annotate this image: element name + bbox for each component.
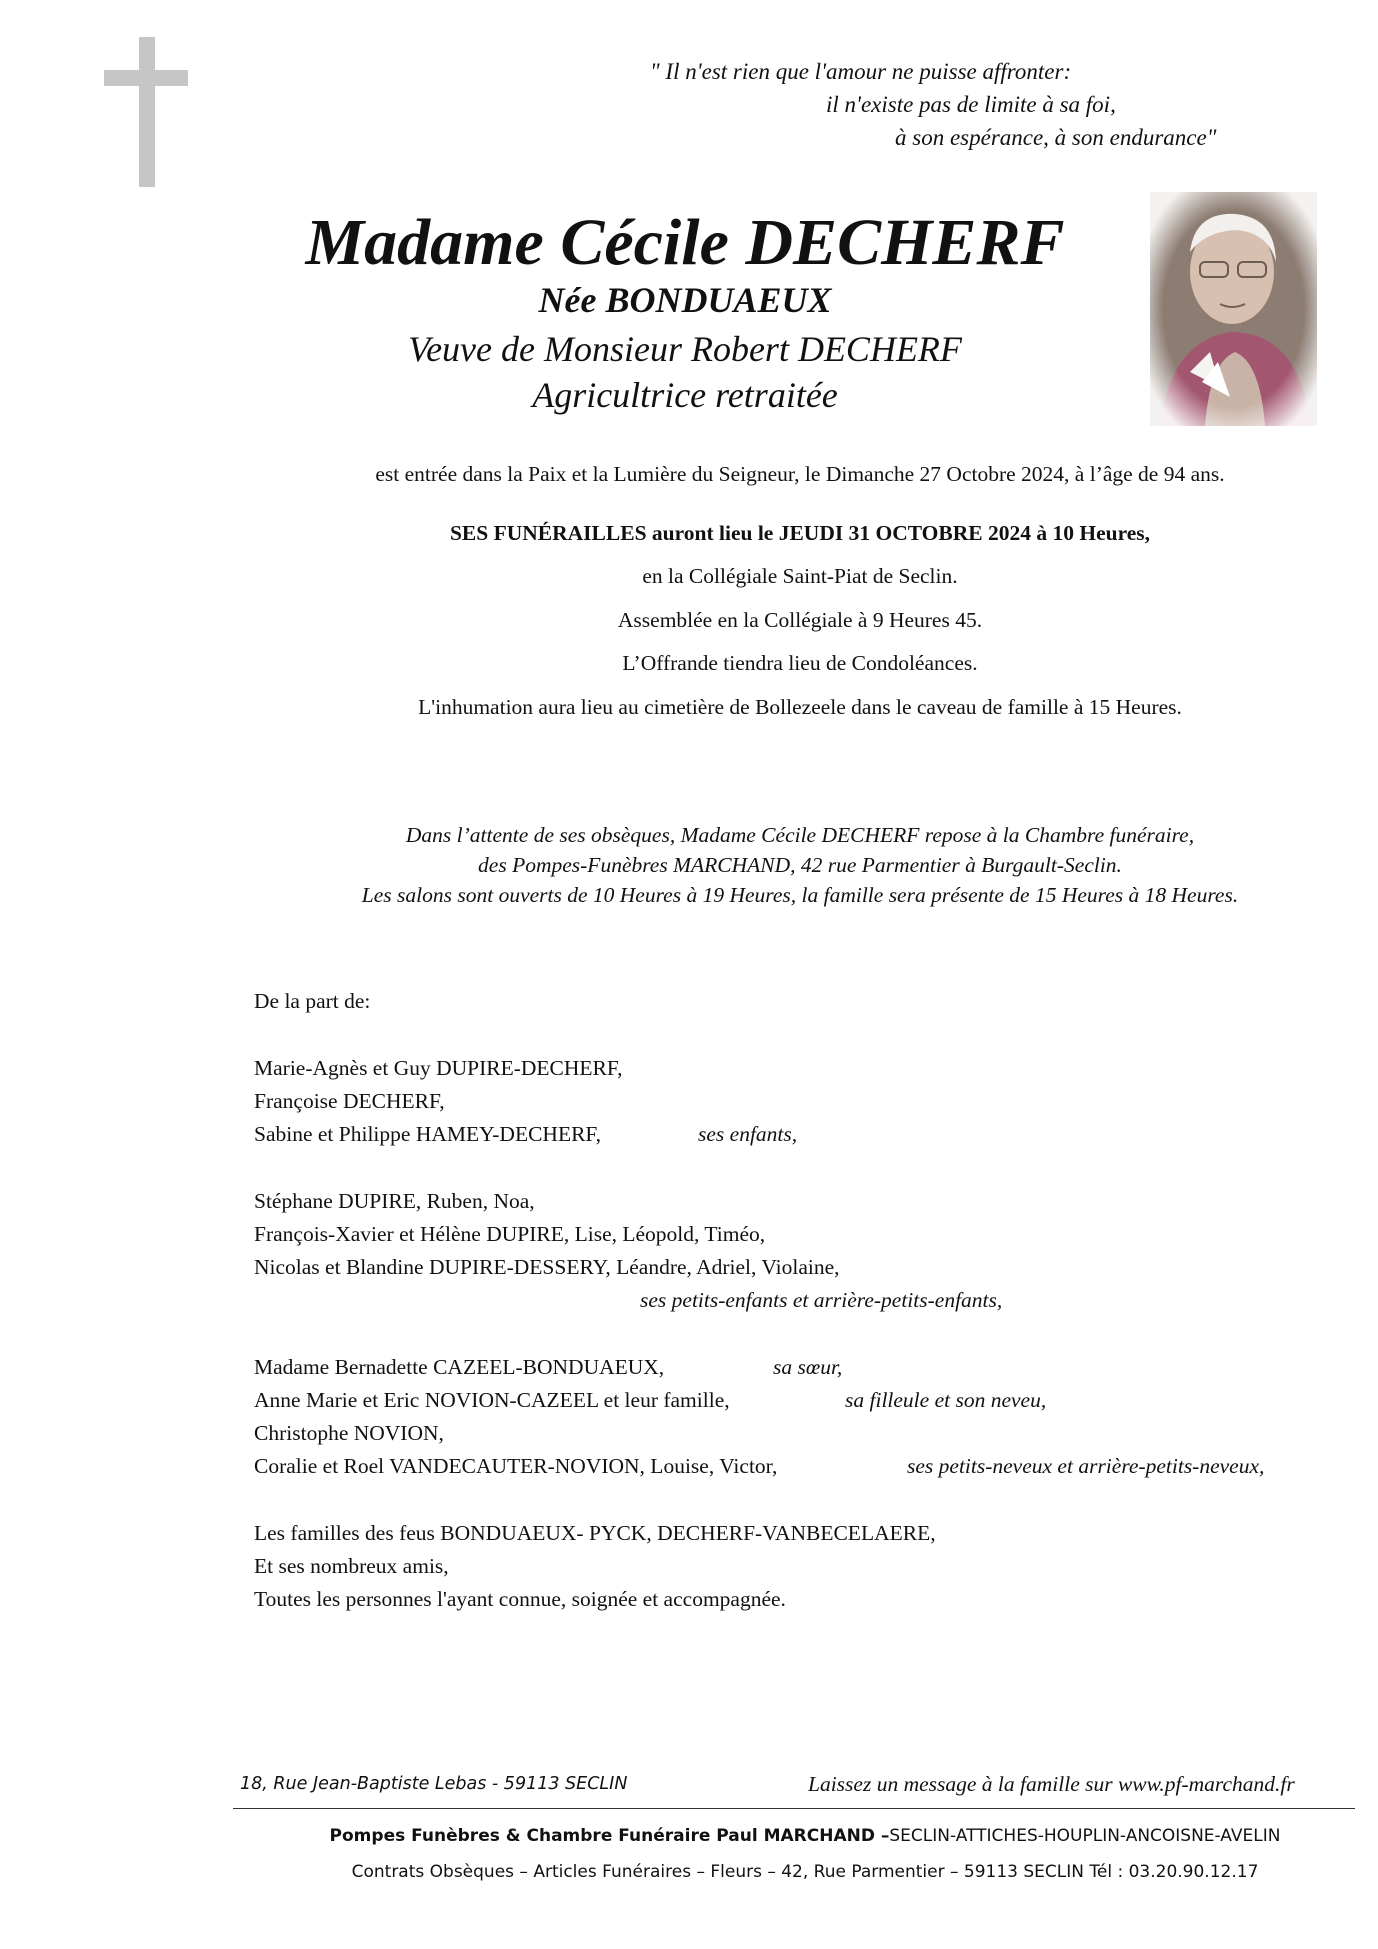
footer-message: Laissez un message à la famille sur www.pf-marchand.fr	[808, 1772, 1295, 1796]
footer-company-towns: SECLIN-ATTICHES-HOUPLIN-ANCOISNE-AVELIN	[889, 1826, 1281, 1846]
viewing-line-3: Les salons sont ouverts de 10 Heures à 19 Heures, la famille sera présente de 15 Heures à 18 Heures.	[361, 883, 1239, 907]
quote-line-2: il n'existe pas de limite à sa foi,	[826, 92, 1116, 117]
children-relation: ses enfants,	[698, 1122, 798, 1146]
grandchildren-relation: ses petits-enfants et arrière-petits-enfants,	[640, 1288, 1003, 1312]
footer-address: 18, Rue Jean-Baptiste Lebas - 59113 SECLIN	[240, 1774, 628, 1794]
footer-company-name: Pompes Funèbres & Chambre Funéraire Paul MARCHAND –	[329, 1826, 890, 1846]
widow-of: Veuve de Monsieur Robert DECHERF	[408, 329, 962, 369]
family-grandchild: François-Xavier et Hélène DUPIRE, Lise, Léopold, Timéo,	[254, 1222, 766, 1246]
birth-name: Née BONDUAEUX	[538, 280, 832, 320]
footer-company	[240, 1826, 1370, 1846]
footer-divider	[233, 1808, 1355, 1809]
quote-line-1: " Il n'est rien que l'amour ne puisse affronter:	[650, 59, 1072, 84]
family-other: Christophe NOVION,	[254, 1421, 444, 1445]
deceased-name: Madame Cécile DECHERF	[305, 206, 1065, 279]
family-closing: Toutes les personnes l'ayant connue, soignée et accompagnée.	[254, 1587, 786, 1611]
family-closing: Et ses nombreux amis,	[254, 1554, 449, 1578]
family-child: Sabine et Philippe HAMEY-DECHERF,	[254, 1122, 602, 1146]
funeral-place: en la Collégiale Saint-Piat de Seclin.	[642, 564, 958, 588]
family-child: Françoise DECHERF,	[254, 1089, 445, 1113]
family-closing: Les familles des feus BONDUAEUX- PYCK, DECHERF-VANBECELAERE,	[254, 1521, 936, 1545]
family-other: Anne Marie et Eric NOVION-CAZEEL et leur famille,	[254, 1388, 730, 1412]
quote-line-3: à son espérance, à son endurance"	[895, 125, 1217, 150]
funeral-assembly: Assemblée en la Collégiale à 9 Heures 45.	[617, 608, 983, 632]
announcement: est entrée dans la Paix et la Lumière du Seigneur, le Dimanche 27 Octobre 2024, à l’âge de 94 ans.	[375, 462, 1225, 486]
portrait-photo	[1150, 192, 1317, 426]
viewing-line-2: des Pompes-Funèbres MARCHAND, 42 rue Parmentier à Burgault-Seclin.	[478, 853, 1122, 877]
family-other: Coralie et Roel VANDECAUTER-NOVION, Louise, Victor,	[254, 1454, 778, 1478]
family-grandchild: Nicolas et Blandine DUPIRE-DESSERY, Léandre, Adriel, Violaine,	[254, 1255, 840, 1279]
funeral-headline: SES FUNÉRAILLES auront lieu le JEUDI 31 OCTOBRE 2024 à 10 Heures,	[449, 521, 1151, 545]
family-grandchild: Stéphane DUPIRE, Ruben, Noa,	[254, 1189, 535, 1213]
goddaughter-relation: sa filleule et son neveu,	[845, 1388, 1047, 1412]
funeral-offering: L’Offrande tiendra lieu de Condoléances.	[622, 651, 978, 675]
nephews-relation: ses petits-neveux et arrière-petits-neveux,	[907, 1454, 1265, 1478]
footer-services: Contrats Obsèques – Articles Funéraires – Fleurs – 42, Rue Parmentier – 59113 SECLIN Tél : 03.20.90.12.17	[351, 1862, 1259, 1882]
family-intro: De la part de:	[254, 989, 371, 1013]
sister-relation: sa sœur,	[773, 1355, 843, 1379]
family-child: Marie-Agnès et Guy DUPIRE-DECHERF,	[254, 1056, 623, 1080]
funeral-burial: L'inhumation aura lieu au cimetière de Bollezeele dans le caveau de famille à 15 Heures.	[418, 695, 1182, 719]
family-other: Madame Bernadette CAZEEL-BONDUAEUX,	[254, 1355, 665, 1379]
viewing-line-1: Dans l’attente de ses obsèques, Madame Cécile DECHERF repose à la Chambre funéraire,	[405, 823, 1195, 847]
occupation: Agricultrice retraitée	[532, 375, 838, 415]
